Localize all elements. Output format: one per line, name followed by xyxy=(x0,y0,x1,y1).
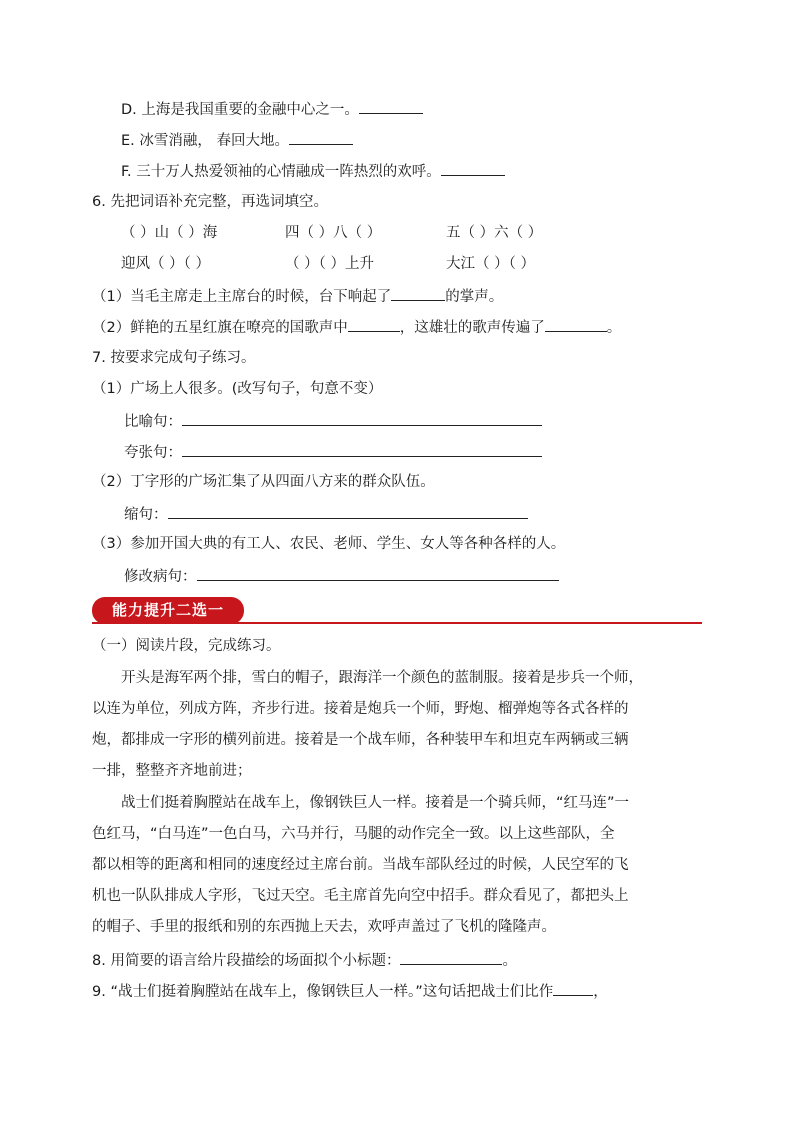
answer-blank[interactable] xyxy=(359,98,423,114)
simile-label: 比喻句： xyxy=(124,414,182,430)
option-f-text: F. 三十万人热爱领袖的心情融成一阵热烈的欢呼。 xyxy=(121,164,441,180)
section-badge: 能力提升二选一 xyxy=(92,597,244,624)
correct-row xyxy=(124,565,559,587)
idiom-blank-4: 迎风（ ）（ ） xyxy=(121,256,210,272)
idiom-blank-1: （ ）山（ ）海 xyxy=(121,225,218,241)
shorten-label: 缩句： xyxy=(124,507,168,523)
option-e xyxy=(121,129,353,151)
question-9-end: ， xyxy=(593,984,608,1000)
question-7-3: （3）参加开国大典的有工人、农民、老师、学生、女人等各种各样的人。 xyxy=(92,536,566,552)
answer-line[interactable] xyxy=(197,565,559,581)
idiom-blank-6: 大江（ ）（ ） xyxy=(446,256,535,272)
answer-blank[interactable] xyxy=(553,980,593,996)
answer-blank[interactable] xyxy=(400,949,502,965)
passage-line: 都以相等的距离和相同的速度经过主席台前。当战车部队经过的时候，人民空军的飞 xyxy=(92,857,629,873)
fill-sentence-1-end: 的掌声。 xyxy=(445,289,504,305)
question-8-end: 。 xyxy=(502,953,517,969)
option-f xyxy=(121,160,505,182)
correct-label: 修改病句： xyxy=(124,569,197,585)
fill-sentence-2-end: 。 xyxy=(606,320,622,336)
passage-line: 以连为单位，列成方阵，齐步行进。接着是炮兵一个师，野炮、榴弹炮等各式各样的 xyxy=(92,701,629,717)
question-9 xyxy=(92,980,608,1002)
question-7: 7. 按要求完成句子练习。 xyxy=(92,350,256,366)
answer-blank[interactable] xyxy=(289,129,353,145)
passage-line: 战士们挺着胸膛站在战车上，像钢铁巨人一样。接着是一个骑兵师，“红马连”一 xyxy=(121,795,630,811)
passage-line: 的帽子、手里的报纸和别的东西抛上天去，欢呼声盖过了飞机的隆隆声。 xyxy=(92,919,556,935)
idiom-blank-2: 四（ ）八（ ） xyxy=(285,225,382,241)
fill-sentence-1 xyxy=(92,285,503,307)
question-9-text: 9. “战士们挺着胸膛站在战车上，像钢铁巨人一样。”这句话把战士们比作 xyxy=(92,984,554,1000)
answer-line[interactable] xyxy=(168,503,528,519)
question-7-1: （1）广场上人很多。(改写句子，句意不变） xyxy=(92,381,383,397)
question-7-2: （2）丁字形的广场汇集了从四面八方来的群众队伍。 xyxy=(92,474,435,490)
fill-sentence-2-mid: ，这雄壮的歌声传遍了 xyxy=(399,320,545,336)
reading-intro: （一）阅读片段，完成练习。 xyxy=(92,638,281,654)
option-d xyxy=(121,98,423,120)
idiom-blank-3: 五（ ）六（ ） xyxy=(446,225,543,241)
answer-line[interactable] xyxy=(182,410,542,426)
option-e-text: E. 冰雪消融， 春回大地。 xyxy=(121,133,289,149)
answer-blank[interactable] xyxy=(391,285,445,301)
question-8-text: 8. 用简要的语言给片段描绘的场面拟个小标题： xyxy=(92,953,401,969)
question-8 xyxy=(92,949,517,971)
shorten-row xyxy=(124,503,528,525)
simile-row xyxy=(124,410,542,432)
passage-line: 机也一队队排成人字形，飞过天空。毛主席首先向空中招手。群众看见了，都把头上 xyxy=(92,888,629,904)
idiom-blank-5: （ ）（ ）上升 xyxy=(285,256,374,272)
fill-sentence-2 xyxy=(92,316,621,338)
passage-line: 炮，都排成一字形的横列前进。接着是一个战车师，各种装甲车和坦克车两辆或三辆 xyxy=(92,732,629,748)
hyperbole-label: 夸张句： xyxy=(124,445,182,461)
answer-blank[interactable] xyxy=(545,316,607,332)
option-d-text: D. 上海是我国重要的金融中心之一。 xyxy=(121,102,359,118)
question-6: 6. 先把词语补充完整，再选词填空。 xyxy=(92,194,328,210)
answer-blank[interactable] xyxy=(348,316,400,332)
passage-line: 开头是海军两个排，雪白的帽子，跟海洋一个颜色的蓝制服。接着是步兵一个师， xyxy=(121,670,643,686)
answer-blank[interactable] xyxy=(441,160,505,176)
fill-sentence-2-text: （2）鲜艳的五星红旗在嘹亮的国歌声中 xyxy=(92,320,348,336)
passage-line: 一排，整整齐齐地前进； xyxy=(92,763,252,779)
passage-line: 色红马，“白马连”一色白马，六马并行，马腿的动作完全一致。以上这些部队，全 xyxy=(92,826,615,842)
hyperbole-row xyxy=(124,441,542,463)
fill-sentence-1-text: （1）当毛主席走上主席台的时候，台下响起了 xyxy=(92,289,392,305)
answer-line[interactable] xyxy=(182,441,542,457)
